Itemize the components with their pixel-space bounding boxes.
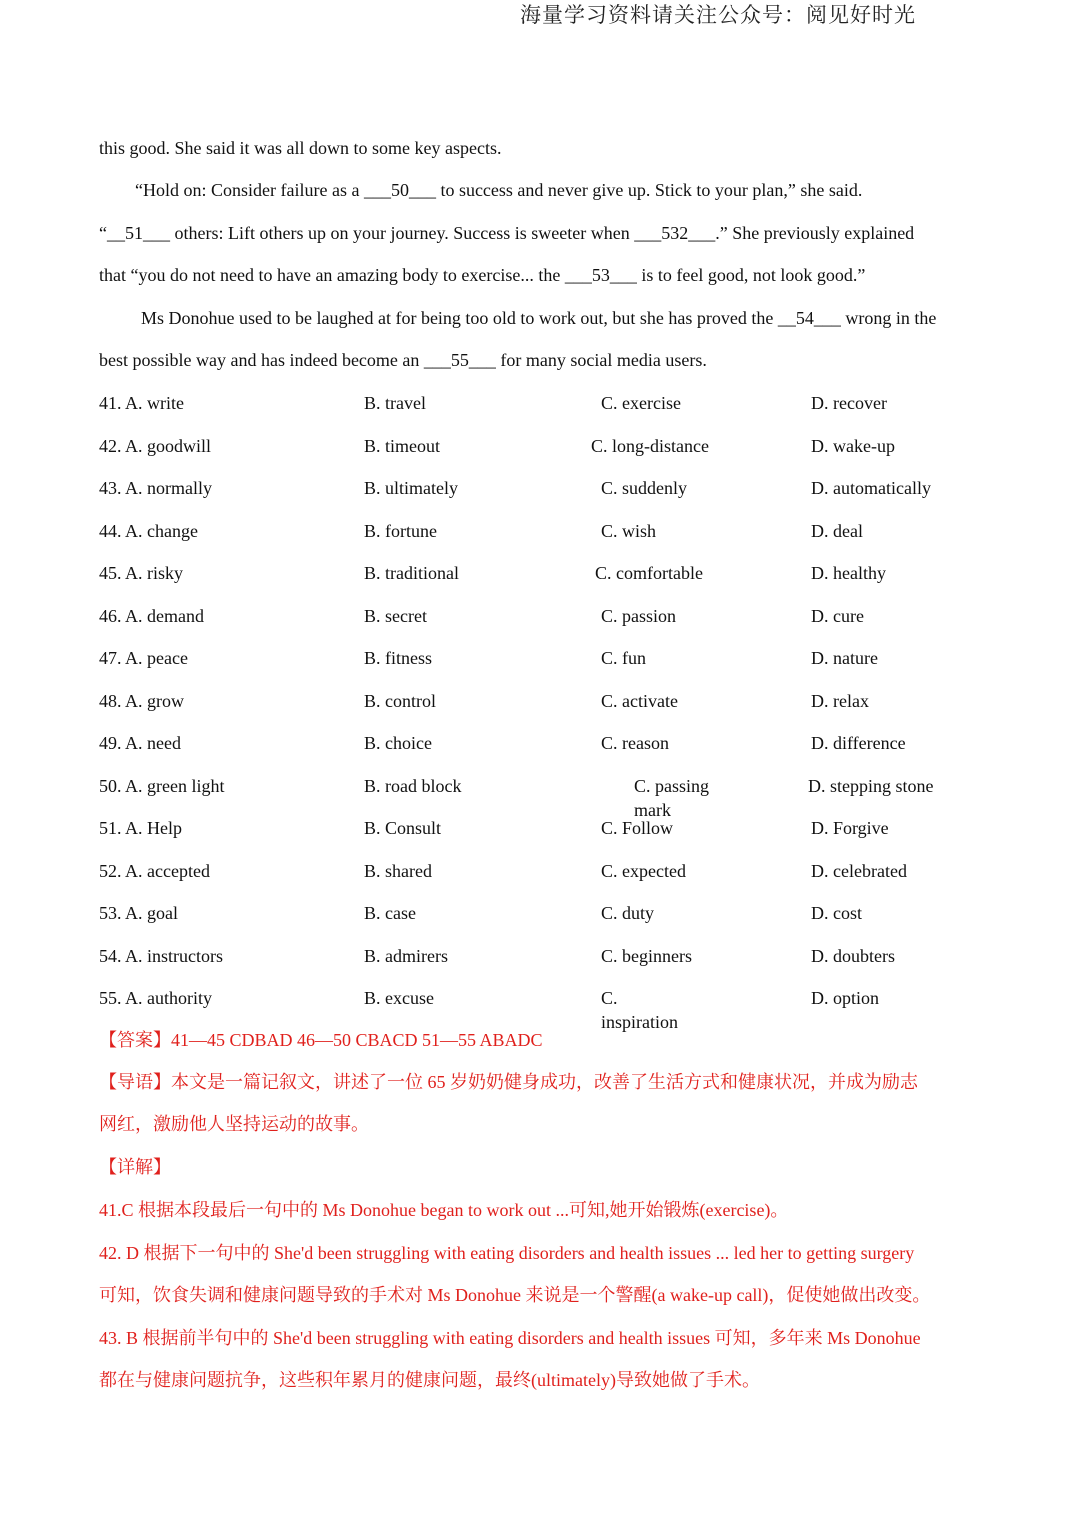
passage-text: for many social media users.	[495, 350, 707, 370]
detail-label: 【详解】	[99, 1157, 171, 1177]
question-stem-option-a: 43. A. normally	[99, 478, 212, 498]
option-c: C. reason	[601, 733, 669, 753]
passage-line-1: this good. She said it was all down to some key aspects.	[99, 138, 502, 158]
option-d: D. difference	[811, 733, 906, 753]
detail-line: 43. B 根据前半句中的 She'd been struggling with eating disorders and health issues 可知，多年来 Ms Donohue	[99, 1328, 921, 1348]
intro-line-1	[99, 1070, 918, 1094]
question-stem-option-a: 49. A. need	[99, 733, 181, 753]
blank-54: __54___	[777, 308, 841, 328]
intro-label: 【导语】	[99, 1072, 171, 1092]
blank-53: ___53___	[564, 265, 637, 285]
option-b: B. ultimately	[364, 478, 458, 498]
detail-line: 41.C 根据本段最后一句中的 Ms Donohue began to work out ...可知,她开始锻炼(exercise)。	[99, 1200, 789, 1220]
passage-line-3	[99, 221, 914, 245]
option-c: C. activate	[601, 690, 678, 711]
intro-line-2: 网红，激励他人坚持运动的故事。	[99, 1114, 369, 1134]
option-d: D. nature	[811, 648, 878, 668]
question-stem-option-a: 50. A. green light	[99, 775, 225, 796]
option-d: D. doubters	[811, 945, 895, 966]
option-d: D. deal	[811, 520, 863, 541]
detail-line: 可知，饮食失调和健康问题导致的手术对 Ms Donohue 来说是一个警醒(a wake-up call)，促使她做出改变。	[99, 1285, 931, 1305]
option-c: C. beginners	[601, 945, 692, 966]
option-b: B. travel	[364, 393, 426, 413]
question-stem-option-a: 42. A. goodwill	[99, 435, 212, 456]
passage-text: that “you do not need to have an amazing body to exercise... the	[99, 265, 565, 285]
option-d: D. stepping stone	[808, 775, 934, 796]
option-b: B. case	[364, 903, 416, 923]
option-c: C. long-distance	[591, 435, 709, 456]
question-stem-option-a: 45. A. risky	[99, 563, 184, 583]
passage-text: Ms Donohue used to be laughed at for being too old to work out, but she has proved the	[141, 308, 778, 328]
option-d: D. automatically	[811, 478, 931, 498]
question-stem-option-a: 51. A. Help	[99, 818, 182, 838]
option-d: D. wake-up	[811, 435, 895, 456]
question-stem-option-a: 48. A. grow	[99, 690, 184, 711]
passage-line-2	[135, 178, 862, 202]
option-c: C. expected	[601, 860, 686, 881]
question-stem-option-a: 44. A. change	[99, 520, 198, 541]
question-stem-option-a: 53. A. goal	[99, 903, 178, 923]
option-b: B. secret	[364, 605, 427, 626]
option-c: C. Follow	[601, 818, 674, 838]
page-header-banner: 海量学习资料请关注公众号：阅见好时光	[520, 3, 916, 27]
passage-text: others: Lift others up on your journey. Success is sweeter when	[170, 223, 635, 243]
passage-text: “Hold on: Consider failure as a	[135, 180, 364, 200]
option-c: C. comfortable	[595, 563, 703, 583]
blank-50: ___50___	[363, 180, 436, 200]
option-b: B. excuse	[364, 988, 434, 1008]
intro-text: 本文是一篇记叙文，讲述了一位 65 岁奶奶健身成功，改善了生活方式和健康状况，并成为励志	[171, 1072, 918, 1092]
option-b: B. admirers	[364, 945, 448, 966]
passage-text: .” She previously explained	[715, 223, 915, 243]
option-b: B. traditional	[364, 563, 459, 583]
option-c: C. passing mark	[634, 775, 710, 820]
passage-text: to success and never give up. Stick to your plan,” she said.	[435, 180, 863, 200]
passage-text: is to feel good, not look good.”	[636, 265, 866, 285]
option-c: C. exercise	[601, 393, 681, 413]
option-c: C. inspiration	[601, 988, 678, 1032]
option-b: B. fitness	[364, 648, 433, 668]
option-b: B. control	[364, 690, 436, 711]
question-stem-option-a: 46. A. demand	[99, 605, 204, 626]
option-d: D. healthy	[811, 563, 886, 583]
detail-line: 都在与健康问题抗争，这些积年累月的健康问题，最终(ultimately)导致她做了手术。	[99, 1370, 760, 1390]
option-c: C. suddenly	[601, 478, 688, 498]
option-b: B. road block	[364, 775, 462, 796]
question-stem-option-a: 55. A. authority	[99, 988, 212, 1008]
passage-line-4	[99, 263, 865, 287]
passage-line-5	[141, 306, 936, 330]
question-stem-option-a: 52. A. accepted	[99, 860, 210, 881]
passage-text: best possible way and has indeed become an	[99, 350, 424, 370]
blank-52: ___532___	[634, 223, 716, 243]
blank-51: __51___	[107, 223, 170, 243]
option-d: D. cost	[811, 903, 862, 923]
answer-text: 41—45 CDBAD 46—50 CBACD 51—55 ABADC	[171, 1030, 543, 1050]
option-d: D. option	[811, 988, 880, 1008]
passage-text: “	[99, 223, 107, 243]
detail-line: 42. D 根据下一句中的 She'd been struggling with eating disorders and health issues ... led her to getting surgery	[99, 1243, 915, 1263]
option-d: D. cure	[811, 605, 864, 626]
option-b: B. shared	[364, 860, 432, 881]
option-c: C. fun	[601, 648, 646, 668]
option-d: D. celebrated	[811, 860, 907, 881]
option-d: D. Forgive	[811, 818, 889, 838]
option-c: C. passion	[601, 605, 677, 626]
option-c: C. duty	[601, 903, 655, 923]
question-stem-option-a: 47. A. peace	[99, 648, 188, 668]
answer-line	[99, 1028, 543, 1052]
option-b: B. choice	[364, 733, 432, 753]
question-stem-option-a: 54. A. instructors	[99, 945, 223, 966]
option-b: B. fortune	[364, 520, 437, 541]
question-stem-option-a: 41. A. write	[99, 393, 184, 413]
option-d: D. recover	[811, 393, 887, 413]
option-c: C. wish	[601, 520, 657, 541]
answer-label: 【答案】	[99, 1030, 171, 1050]
option-b: B. Consult	[364, 818, 442, 838]
blank-55: ___55___	[423, 350, 496, 370]
passage-line-6	[99, 348, 707, 372]
option-d: D. relax	[811, 690, 869, 711]
passage-text: wrong in the	[840, 308, 937, 328]
option-b: B. timeout	[364, 435, 440, 456]
